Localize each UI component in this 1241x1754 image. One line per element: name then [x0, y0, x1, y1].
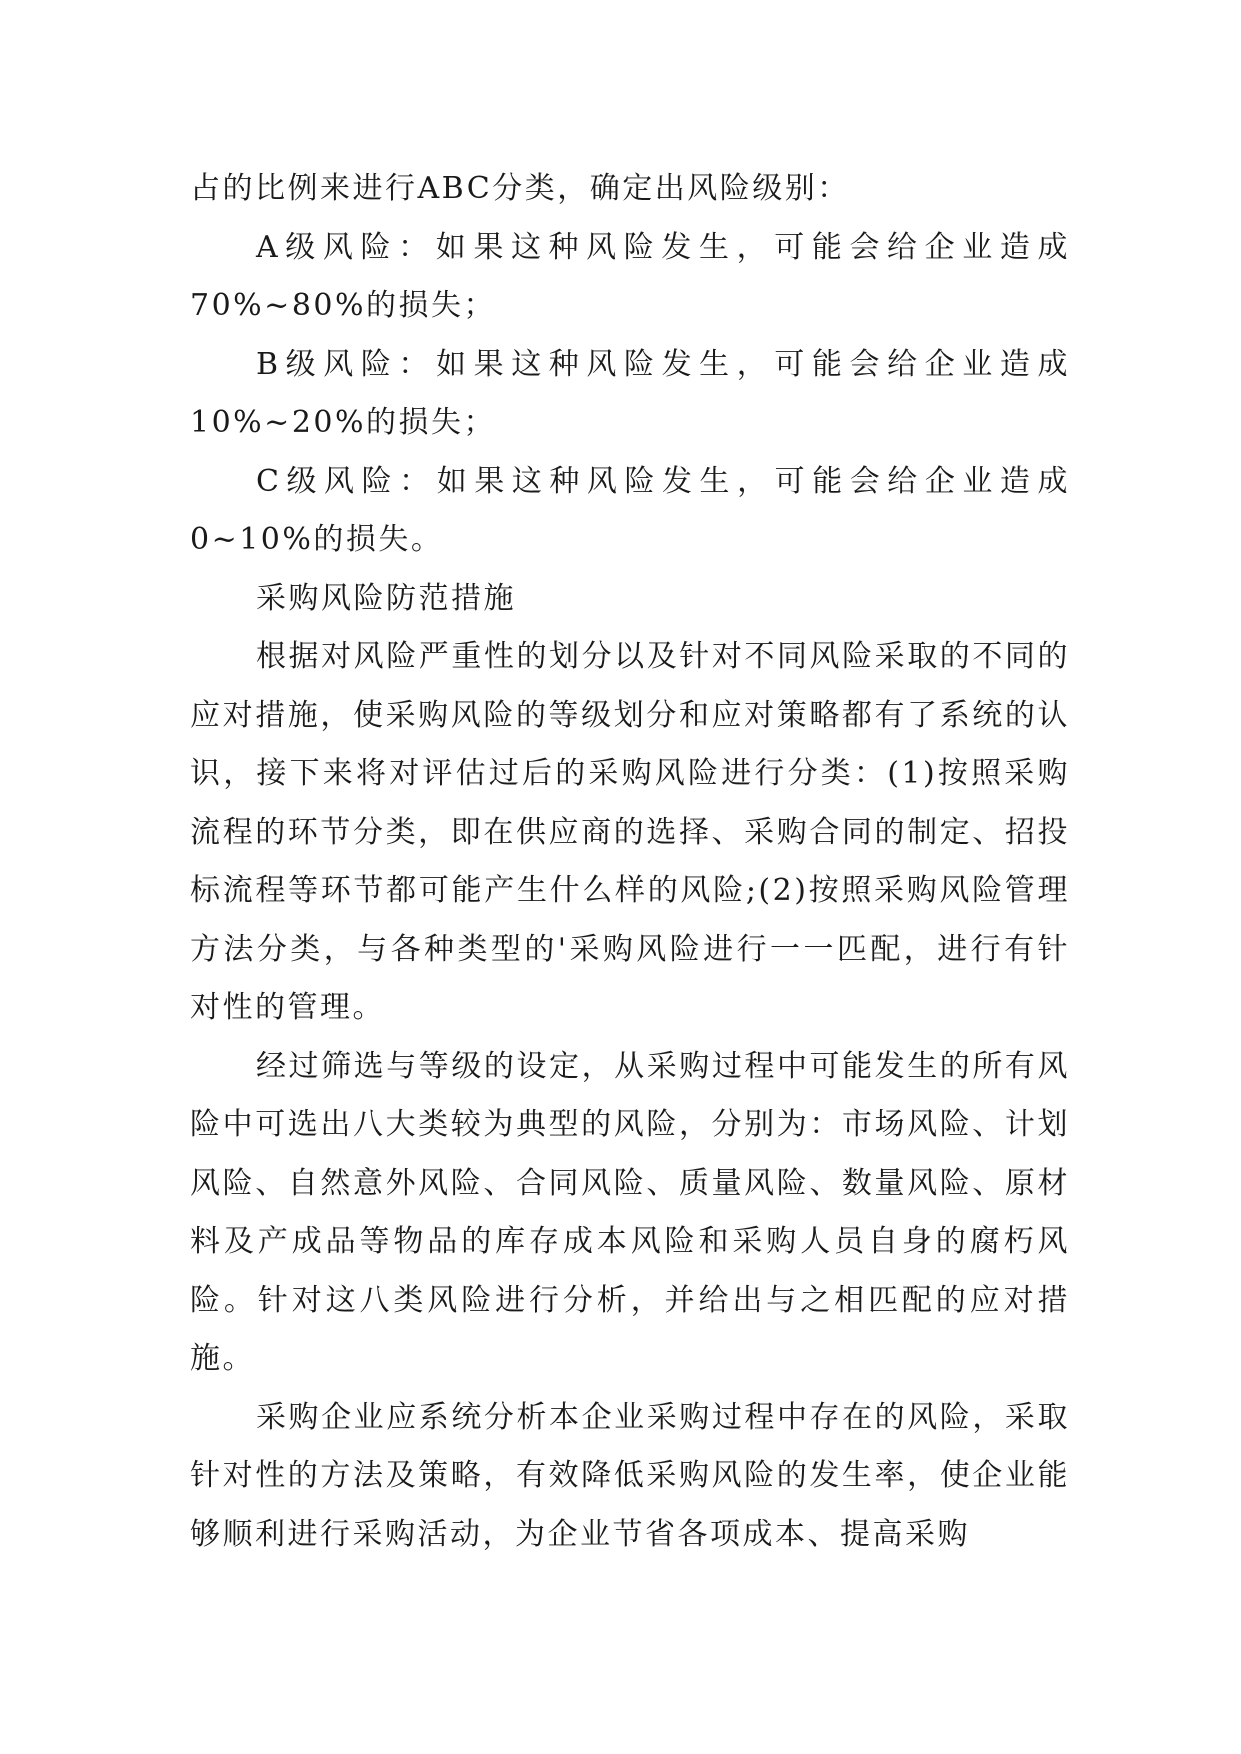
paragraph-level-a: A级风险：如果这种风险发生，可能会给企业造成70%~80%的损失；: [190, 229, 1070, 323]
paragraph-level-b: B级风险：如果这种风险发生，可能会给企业造成10%~20%的损失；: [190, 346, 1070, 440]
paragraph-classification: 根据对风险严重性的划分以及针对不同风险采取的不同的应对措施，使采购风险的等级划分和应对策略都有了系统的认识，接下来将对评估过后的采购风险进行分类：(1)按照采购流程的环节分类，即在供应商的选择、采购合同的制定、招投标流程等环节都可能产生什么样的风险;(2)按照采购风险管理方法分类，与各种类型的'采购风险进行一一匹配，进行有针对性的管理。: [190, 639, 1070, 1025]
paragraph-level-c: C级风险：如果这种风险发生，可能会给企业造成0~10%的损失。: [190, 463, 1070, 557]
body-text: [190, 160, 1070, 1564]
paragraph-abc-intro: 占的比例来进行ABC分类，确定出风险级别：: [190, 171, 850, 206]
section-heading: 采购风险防范措施: [256, 580, 516, 616]
paragraph-conclusion: 采购企业应系统分析本企业采购过程中存在的风险，采取针对性的方法及策略，有效降低采购风险的发生率，使企业能够顺利进行采购活动，为企业节省各项成本、提高采购: [190, 1399, 1070, 1552]
paragraph-eight-risks: 经过筛选与等级的设定，从采购过程中可能发生的所有风险中可选出八大类较为典型的风险，分别为：市场风险、计划风险、自然意外风险、合同风险、质量风险、数量风险、原材料及产成品等物品的库存成本风险和采购人员自身的腐朽风险。针对这八类风险进行分析，并给出与之相匹配的应对措施。: [190, 1048, 1070, 1376]
